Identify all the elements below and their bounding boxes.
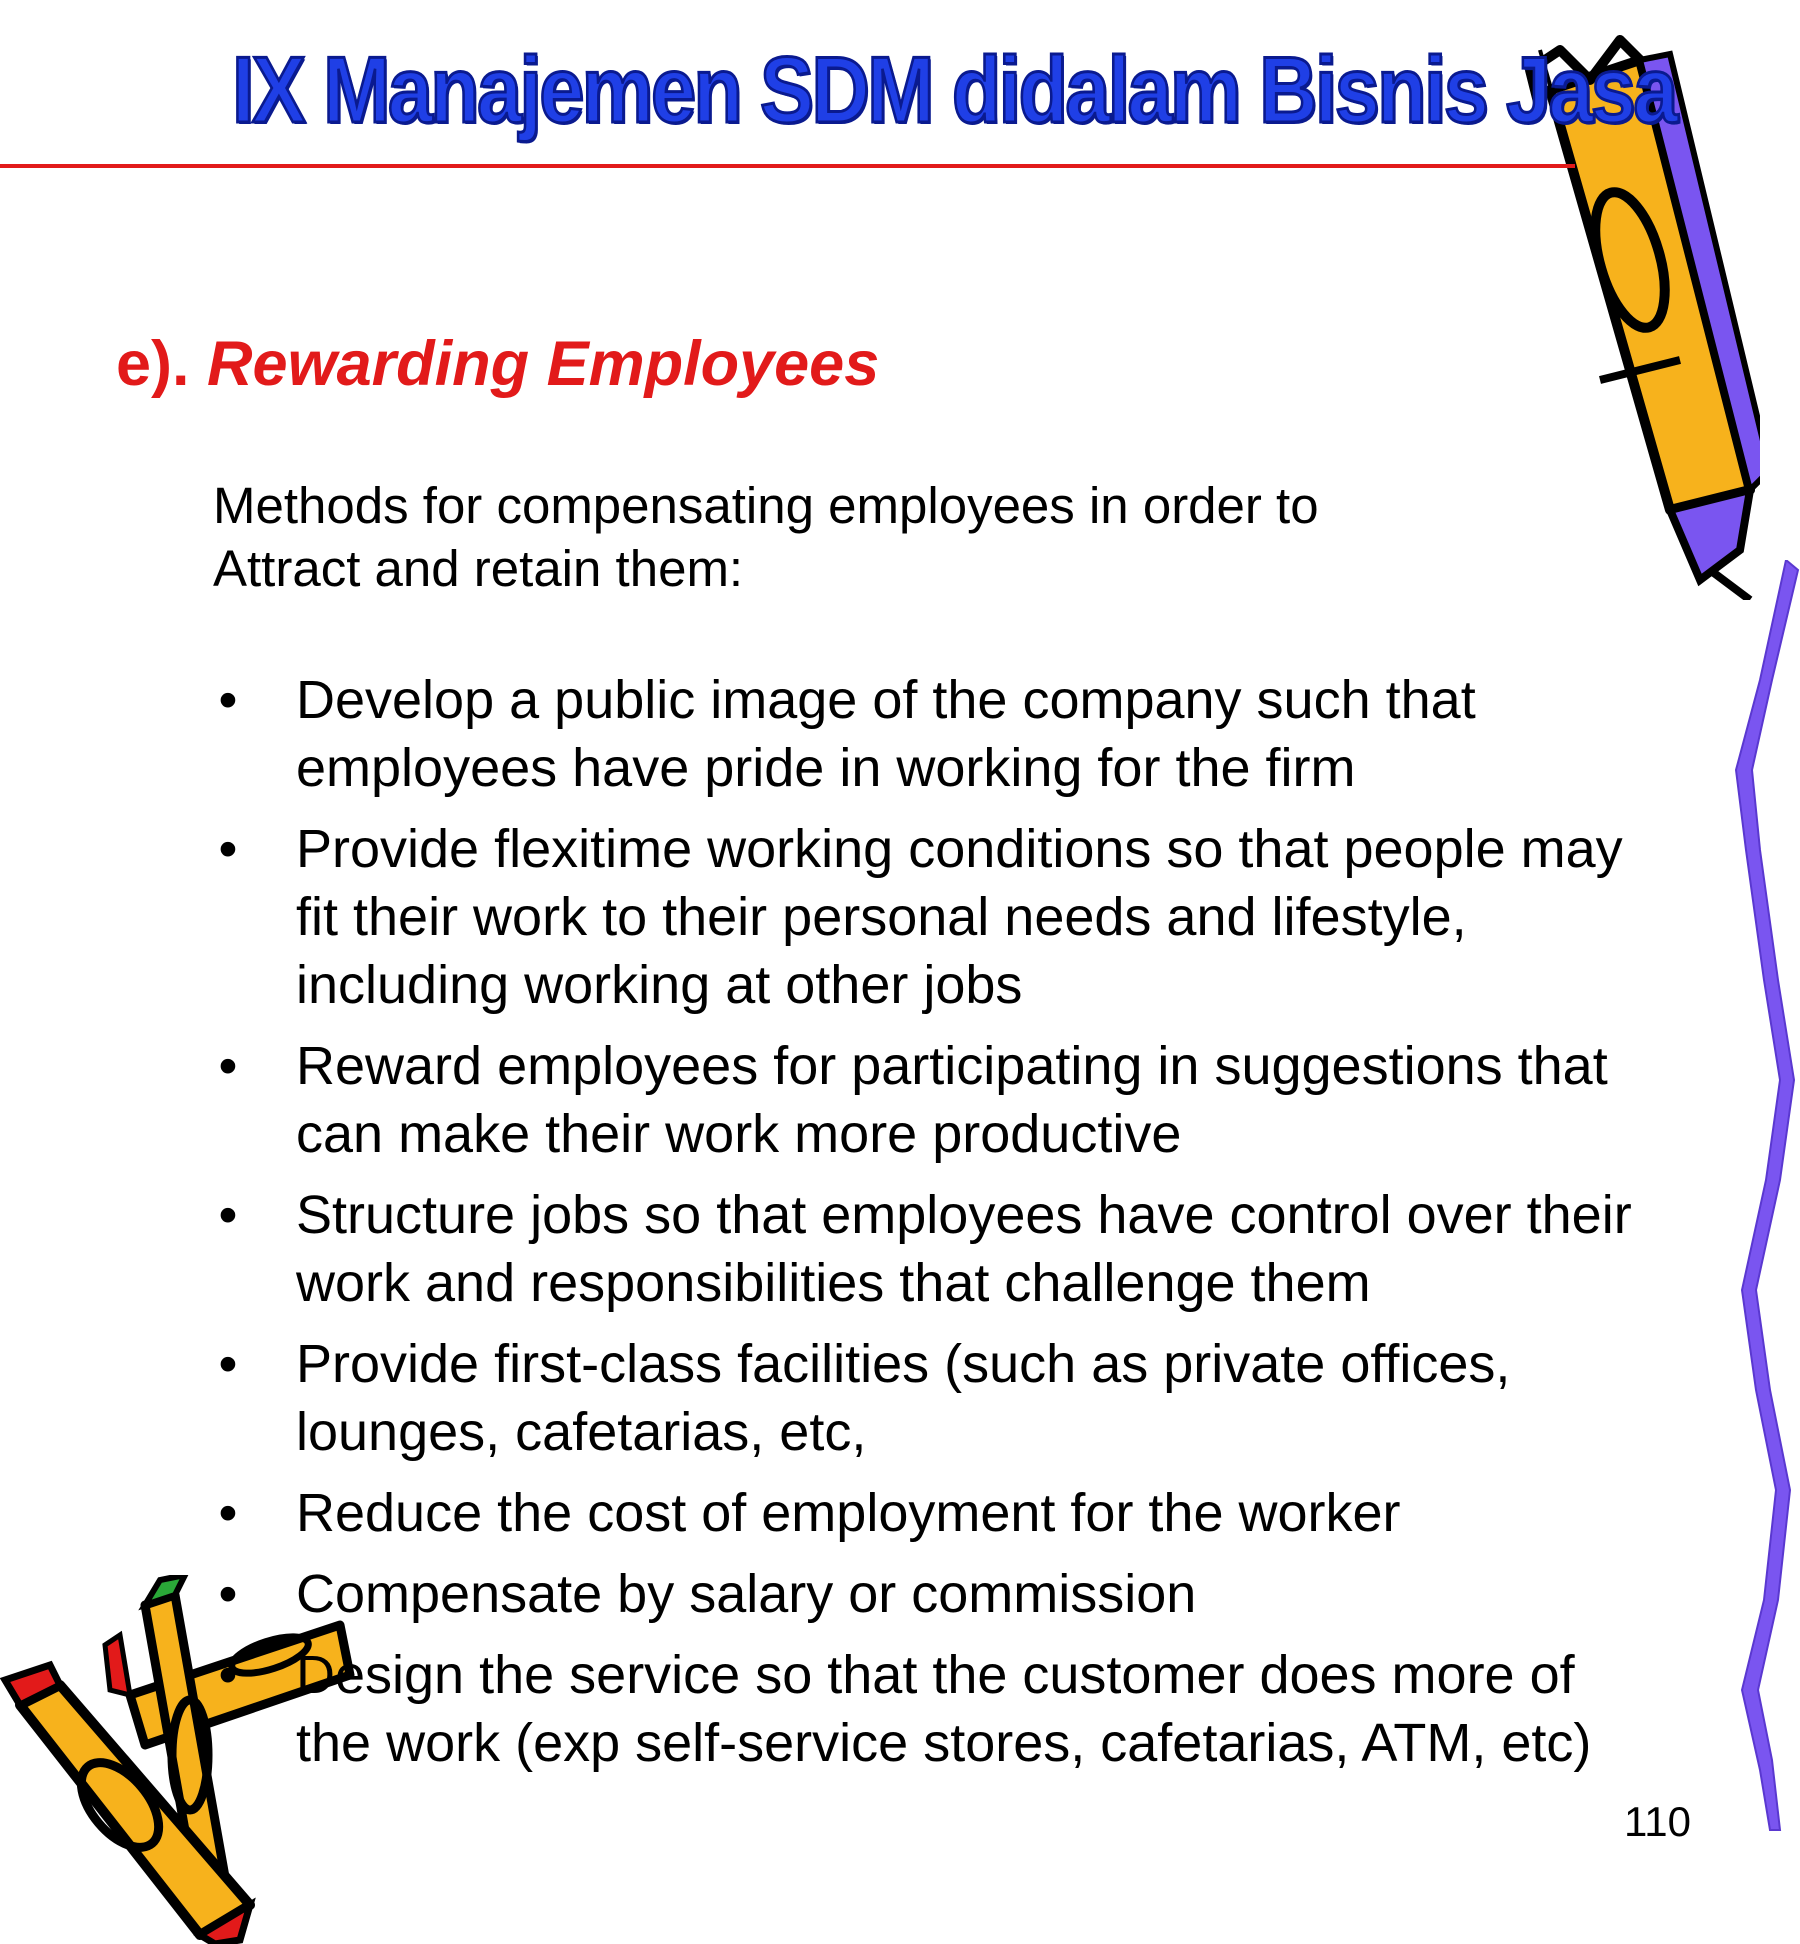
list-item [213, 815, 1703, 1019]
bullet-icon: • [218, 1185, 238, 1245]
list-item [213, 1641, 1703, 1777]
bullet-line: including working at other jobs [296, 955, 1023, 1015]
bullet-list [213, 666, 1703, 1790]
list-item [213, 1032, 1703, 1168]
purple-ribbon-decoration [1700, 560, 1800, 1860]
bullet-line: Reduce the cost of employment for the worker [296, 1483, 1401, 1543]
list-item [213, 666, 1703, 802]
intro-line: Attract and retain them: [213, 540, 744, 597]
bullet-line: Compensate by salary or commission [296, 1564, 1197, 1624]
bullet-icon: • [218, 1645, 238, 1705]
bullet-icon: • [218, 1483, 238, 1543]
bullet-line: lounges, cafetarias, etc, [296, 1402, 867, 1462]
bullet-icon: • [218, 1564, 238, 1624]
bullet-line: Reward employees for participating in suggestions that [296, 1036, 1608, 1096]
bullet-line: can make their work more productive [296, 1104, 1182, 1164]
list-item [213, 1479, 1703, 1547]
bullet-icon: • [218, 1334, 238, 1394]
bullet-line: Provide first-class facilities (such as private offices, [296, 1334, 1511, 1394]
slide-title: IX Manajemen SDM didalam Bisnis Jasa [232, 37, 1676, 142]
title-divider [0, 164, 1575, 168]
bullet-line: employees have pride in working for the firm [296, 738, 1356, 798]
bullet-icon: • [218, 819, 238, 879]
bullet-icon: • [218, 1036, 238, 1096]
intro-text [213, 474, 1463, 600]
intro-line: Methods for compensating employees in order to [213, 477, 1319, 534]
list-item [213, 1560, 1703, 1628]
bullet-line: Provide flexitime working conditions so that people may [296, 819, 1623, 879]
bullet-icon: • [218, 670, 238, 730]
page-number: 110 [1624, 1798, 1691, 1845]
bullet-line: the work (exp self-service stores, cafetarias, ATM, etc) [296, 1713, 1592, 1773]
bullet-line: Structure jobs so that employees have control over their [296, 1185, 1632, 1245]
bullet-line: fit their work to their personal needs and lifestyle, [296, 887, 1467, 947]
bullet-line: Develop a public image of the company such that [296, 670, 1476, 730]
list-item [213, 1330, 1703, 1466]
section-title: Rewarding Employees [207, 329, 880, 399]
list-item [213, 1181, 1703, 1317]
bullet-line: work and responsibilities that challenge them [296, 1253, 1371, 1313]
section-heading [116, 328, 879, 400]
section-prefix: e). [116, 329, 190, 399]
bullet-line: Design the service so that the customer does more of [296, 1645, 1575, 1705]
